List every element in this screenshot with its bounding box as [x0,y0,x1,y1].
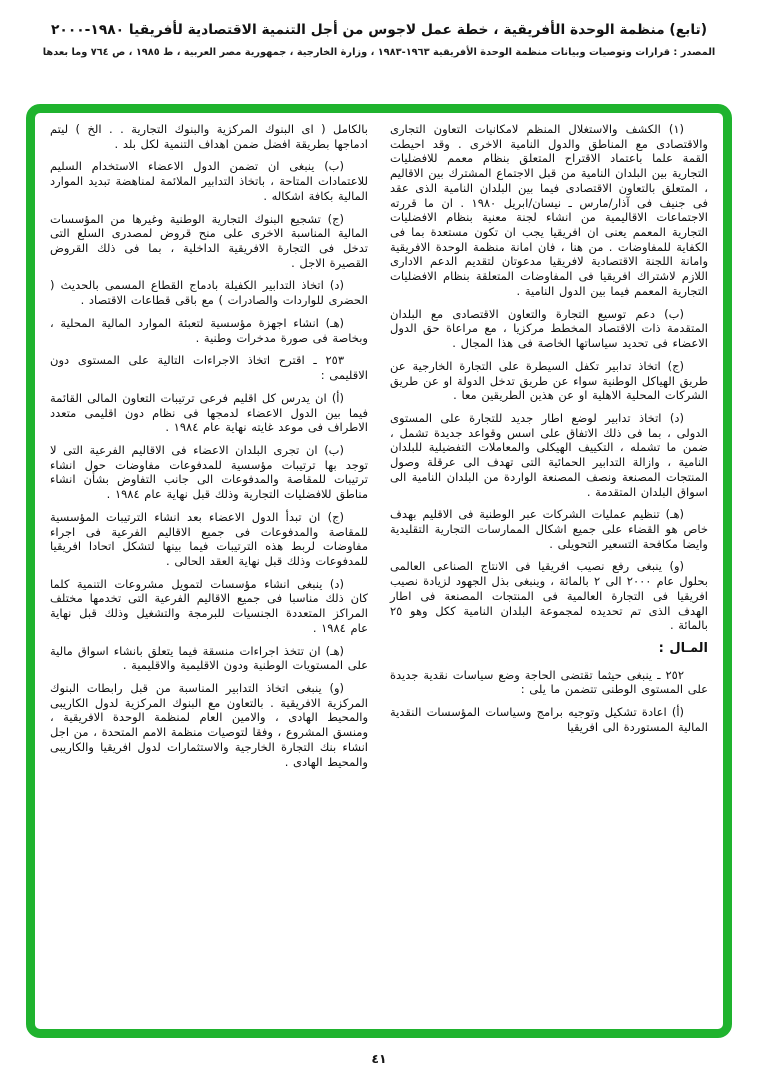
paragraph: (ب) ينبغى ان تضمن الدول الاعضاء الاستخدام السليم للاعتمادات المتاحة ، باتخاذ التدابير الملائمة لمناهضة تبديد الموارد المالية بكافة اشكاله . [50,159,368,203]
paragraph: (هـ) انشاء اجهزة مؤسسية لتعبئة الموارد المالية المحلية ، وبخاصة فى صورة مدخرات وطنية . [50,315,368,345]
paragraph: (ب) دعم توسيع التجارة والتعاون الاقتصادى مع البلدان المتقدمة ذات الاقتصاد المخطط مركزيا ، مع مراعاة حق الدول الاعضاء فى تحديد سياساتها الخاصة فى هذا المجال . [390,306,708,351]
paragraph: (و) ينبغى اتخاذ التدابير المناسبة من قبل رابطات البنوك المركزية الافريقية . بالتعاون مع البنوك المركزية لدول الكاريبى والمحيط الهادى ، والامين العام لمنظمة الوحدة الافريقية ، ومنسق المشروع ، وفقا لتوصيات منظمة الامم المتحدة ، من اجل انشاء بنك التجارة الخارجية والاستثمارات لدول افريقيا والكاريبى والمحيط الهادى . [50,681,368,769]
text-columns [35,113,723,1029]
paragraph: (و) ينبغى رفع نصيب افريقيا فى الانتاج الصناعى العالمى بحلول عام ٢٠٠٠ الى ٢ بالمائة ، وينبغى بذل الجهود لزيادة نصيب افريقيا فى التجارة العالمية فى المنتجات المصنعة فى اطار الهدف الذى تم تحديده لمجموعة البلدان النامية ككل وهو ٢٥ بالمائة . [390,559,708,633]
paragraph: (د) ينبغى انشاء مؤسسات لتمويل مشروعات التنمية كلما كان ذلك مناسبا فى جميع الاقاليم الفرعية التى تخدمها مختلف المراكز المتعددة الجنسيات للبرمجة والتشغيل وذلك قبل نهاية عام ١٩٨٤ . [50,576,368,635]
paragraph: ٢٥٣ ـ اقترح اتخاذ الاجراءات التالية على المستوى دون الاقليمى : [50,353,368,383]
paragraph: (أ) ان يدرس كل اقليم فرعى ترتيبات التعاون المالى القائمة فيما بين الدول الاعضاء لدمجها فى نظام دون اقليمى متعدد الاطراف فى موعد غايته نهاية عام ١٩٨٤ . [50,390,368,435]
paragraph: ٢٥٢ ـ ينبغى حيثما تقتضى الحاجة وضع سياسات نقدية جديدة على المستوى الوطنى تتضمن ما يلى : [390,667,708,697]
column-right [390,122,708,1023]
paragraph: (ج) ان تبدأ الدول الاعضاء بعد انشاء الترتيبات المؤسسية للمقاصة والمدفوعات فى جميع الاقاليم الفرعية فى اجراء مفاوضات لربط هذه الترتيبات فيما بينها لتشكل اتحادا افريقيا للمدفوعات وذلك قبل نهاية العقد الحالى . [50,509,368,568]
paragraph: (أ) اعادة تشكيل وتوجيه برامج وسياسات المؤسسات النقدية المالية المستوردة الى افريقيا [390,705,708,734]
paragraph: (ج) تشجيع البنوك التجارية الوطنية وغيرها من المؤسسات المالية المناسبة الاخرى على منح قروض لمصدرى السلع التى تدخل فى التجارة الافريقية الداخلية ، بما فى ذلك القروض القصيرة الاجل . [50,211,368,270]
paragraph: (هـ) تنظيم عمليات الشركات عبر الوطنية فى الاقليم بهدف خاص هو القضاء على جميع اشكال الممارسات التجارية التقليدية وايضا مكافحة التسعير التحويلى . [390,507,708,551]
paragraph: (ب) ان تجرى البلدان الاعضاء فى الاقاليم الفرعية التى لا توجد بها ترتيبات مؤسسية للمدفوعات مفاوضات حول انشاء ترتيبات للمقاصة والمدفوعات الى جانب التفاوض بشأن انشاء مناطق للافضليات التجارية وذلك قبل نهاية عام ١٩٨٤ . [50,442,368,502]
paragraph: (د) اتخاذ التدابير الكفيلة بادماج القطاع المسمى بالحديث ( الحضرى للواردات والصادرات ) مع باقى قطاعات الاقتصاد . [50,278,368,308]
page-title: (تابع) منظمة الوحدة الأفريقية ، خطة عمل لاجوس من أجل التنمية الاقتصادية لأفريقيا ١٩٨٠-٢٠٠٠ [50,22,708,38]
page-number: ٤١ [371,1051,387,1066]
source-line: المصدر : قرارات وتوصيات وبيانات منظمة الوحدة الأفريقية ١٩٦٣-١٩٨٣ ، وزارة الخارجية ، جمهورية مصر العربية ، ط ١٩٨٥ ، ص ٧٦٤ وما بعدها [42,47,716,58]
section-heading: المـال : [658,641,708,656]
paragraph: (هـ) ان تتخذ اجراءات منسقة فيما يتعلق بانشاء اسواق مالية على المستويات الوطنية ودون الاقليمية والاقليمية . [50,643,368,673]
paragraph: (د) اتخاذ تدابير لوضع اطار جديد للتجارة على المستوى الدولى ، بما فى ذلك الاتفاق على اسس وقواعد جديدة تشمل ، ضمن ما تشمله ، التكييف الهيكلى والمعاملات التفضيلية للبلدان النامية ، وازالة التدابير الحمائية التى تهدف الى عرقلة وصول المنتجات المصنعة ونصف المصنعة الواردة من البلدان النامية الى اسواق البلدان المتقدمة . [390,410,708,499]
paragraph: بالكامل ( اى البنوك المركزية والبنوك التجارية . . الخ ) ليتم ادماجها بطريقة افضل ضمن اهداف التنمية لكل بلد . [50,122,368,151]
paragraph: (١) الكشف والاستغلال المنظم لامكانيات التعاون التجارى والاقتصادى مع المناطق والدول النامية الاخرى . وقد احيطت القمة علما باعتماد الاقتراح المتعلق بنظام معمم للافضليات التجارية بين البلدان النامية من قبل الاجتماع المشترك بين الاقاليم ، المتعلق بالتعاون الاقتصادى فيما بين البلدان النامية الذى عقد فى جنيف فى آذار/مارس ـ نيسان/ابريل ١٩٨٠ . ان ما قررته الاجتماعات الاقاليمية من انشاء لجنة معنية بنظام الافضليات التجارية المعمم يعنى ان افريقيا يجب ان تكون مستعدة بما فى الكفاية للمفاوضات . من هنا ، فان امانة منظمة الوحدة الافريقية وامانة اللجنة الاقتصادية لافريقيا مدعوتان لتقديم الدعم الادارى اللازم لاشتراك افريقيا فى المفاوضات المتعلقة بنظام الافضليات التجارية المعمم فيما بين الدول النامية . [390,122,708,298]
page-header [0,22,758,58]
content-frame [26,104,732,1038]
column-left [50,122,368,1023]
paragraph: (ج) اتخاذ تدابير تكفل السيطرة على التجارة الخارجية عن طريق الهياكل الوطنية سواء عن طريق تدخل الدولة او عن طريق الشركات المحلية الاهلية او عن هذين الطريقين معا . [390,358,708,403]
